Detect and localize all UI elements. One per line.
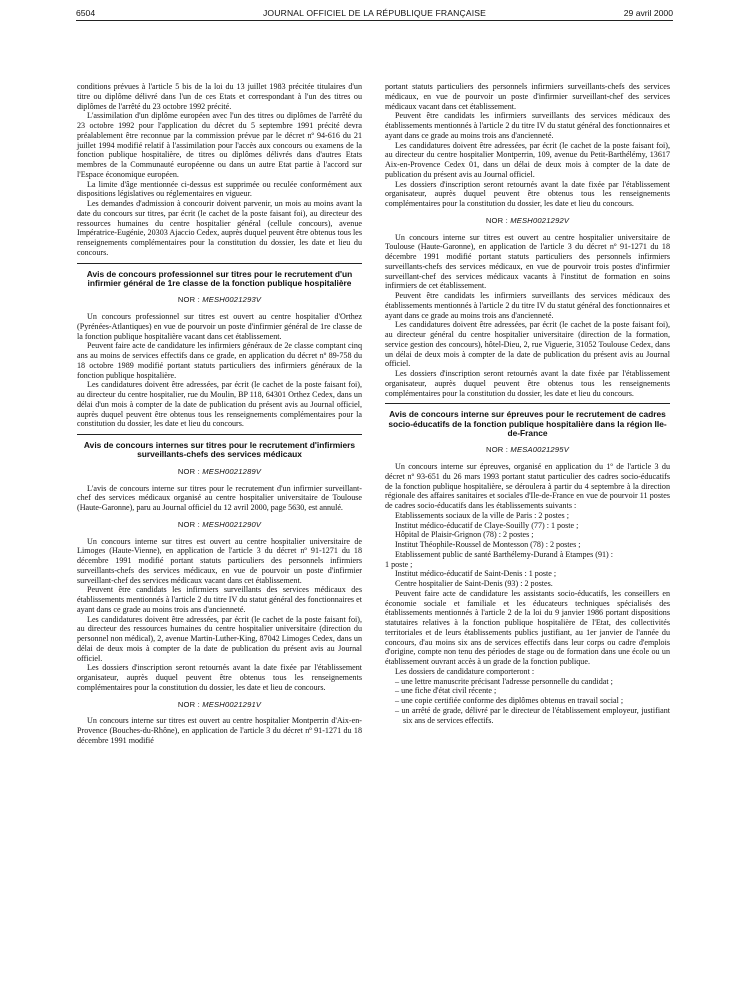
journal-title: JOURNAL OFFICIEL DE LA RÉPUBLIQUE FRANÇAISE [262,8,487,18]
paragraph: Peuvent être candidats les infirmiers surveillants des services médicaux des établissements mentionnés à l'article 2 du titre IV du statut général des fonctionnaires et ayant dans ce grade au moins trois ans d'ancienneté. [77,585,362,614]
section-separator [385,403,670,404]
right-column [385,82,670,725]
nor-reference: NOR : MESA0021295V [486,445,569,455]
paragraph: Peuvent faire acte de candidature les assistants socio-éducatifs, les conseillers en économie sociale et familiale et les éducateurs techniques spécialisés des établissements mentionnés à l'article 2 de la loi du 9 janvier 1986 portant dispositions statutaires relatives à la fonction publique hospitalière de l'Etat, des collectivités territoriales et de leurs établissements publics justifiant, au 1er janvier de l'année du concours, d'au moins six ans de services effectifs dans leur corps ou cadre d'emplois d'origine, compte non tenu des périodes de stage ou de formation dans une école ou un établissement ouvrant accès à un grade de la fonction publique. [385,588,670,667]
list-item: Centre hospitalier de Saint-Denis (93) : 2 postes. [395,579,553,589]
nor-reference: NOR : MESH0021291V [177,699,262,709]
section-separator [77,434,362,435]
list-item: Institut Théophile-Roussel de Montesson (78) : 2 postes ; [395,540,581,550]
notice-title: Avis de concours professionnel sur titres pour le recrutement d'un infirmier général de 1re classe de la fonction publique hospitalière [86,268,353,288]
paragraph: Un concours interne sur épreuves, organisé en application du 1º de l'article 3 du décret nº 93-651 du 26 mars 1993 portant statut particulier des cadres socio-éducatifs de la fonction publique hospitalière, se déroulera à partir du 4 septembre à la direction régionale des affaires sanitaires et sociales d'Ile-de-France en vue de pourvoir 11 postes de cadres socio-éducatifs dans les établissements suivants : [385,462,670,511]
list-item: Etablissements sociaux de la ville de Paris : 2 postes ; [395,510,569,520]
paragraph: Peuvent faire acte de candidature les infirmiers généraux de 2e classe comptant cinq ans au moins de services effectifs dans ce grade, en application du décret nº 89-758 du 18 octobre 1989 modifié portant statuts particuliers des infirmiers généraux de la fonction publique hospitalière. [77,341,362,380]
paragraph: Un concours interne sur titres est ouvert au centre hospitalier universitaire de Limoges (Haute-Vienne), en application de l'article 3 du décret nº 91-1271 du 18 décembre 1991 modifié portant statuts particuliers des personnels infirmiers surveillants-chefs des services médicaux, en vue de pourvoir un poste d'infirmier surveillant-chef des services médicaux vacant dans cet établissement. [77,536,362,585]
paragraph: Les dossiers d'inscription seront retournés avant la date fixée par l'établissement organisateur, auprès duquel peuvent être obtenus tous les renseignements complémentaires pour la constitution du dossier, les date et lieu du concours. [385,369,670,398]
page-number: 6504 [76,8,96,18]
paragraph: portant statuts particuliers des personnels infirmiers surveillants-chefs des services médicaux, en vue de pourvoir un poste d'infirmier surveillant-chef des services médicaux vacant dans cet établissement. [385,82,670,111]
notice-title: Avis de concours interne sur épreuves pour le recrutement de cadres socio-éducatifs de la fonction publique hospitalière dans la région Ile-de-France [388,409,667,439]
nor-reference: NOR : MESH0021289V [177,466,262,476]
paragraph: Un concours interne sur titres est ouvert au centre hospitalier universitaire de Toulouse (Haute-Garonne), en application de l'article 3 du décret nº 91-1271 du 18 décembre 1991 modifié portant statuts particuliers des personnels infirmiers surveillants-chefs des services médicaux, en vue de pourvoir trois postes d'infirmier surveillant-chef des services médicaux vacants à l'institut de formation en soins infirmiers de cet établissement. [385,232,670,291]
list-item: Institut médico-éducatif de Claye-Souilly (77) : 1 poste ; [395,520,579,530]
paragraph: Peuvent être candidats les infirmiers surveillants des services médicaux des établissements mentionnés à l'article 2 du titre IV du statut général des fonctionnaires et ayant dans ce grade au moins trois ans d'ancienneté. [385,111,670,140]
nor-reference: NOR : MESH0021290V [177,519,262,529]
paragraph: Les demandes d'admission à concourir doivent parvenir, un mois au moins avant la date du concours sur titres, par écrit (le cachet de la poste faisant foi), au directeur des ressources humaines du centre hospitalier général (cellule concours), avenue Impératrice-Eugénie, 20303 Ajaccio Cedex, auprès duquel peuvent être obtenus tous les renseignements complémentaires pour la constitution du dossier, les date et lieu du concours. [77,199,362,257]
list-item: – un arrêté de grade, délivré par le directeur de l'établissement employeur, justifiant six ans de services effectifs. [395,705,670,725]
paragraph: Les dossiers d'inscription seront retournés avant la date fixée par l'établissement organisateur, auprès duquel peuvent être obtenus tous les renseignements complémentaires pour la constitution du dossier, les date et lieu de concours. [77,663,362,692]
paragraph: Un concours professionnel sur titres est ouvert au centre hospitalier d'Orthez (Pyrénées-Atlantiques) en vue de pourvoir un poste d'infirmier général de 1re classe de la fonction publique hospitalière vacant dans cet établissement. [77,312,362,341]
paragraph: Un concours interne sur titres est ouvert au centre hospitalier Montperrin d'Aix-en-Provence (Bouches-du-Rhône), en application de l'article 3 du décret nº 91-1271 du 18 décembre 1991 modifié [77,716,362,745]
list-item: Etablissement public de santé Barthélemy-Durand à Etampes (91) : [395,549,614,559]
paragraph: L'avis de concours interne sur titres pour le recrutement d'un infirmier surveillant-chef des services médicaux organisé au centre hospitalier universitaire de Toulouse (Haute-Garonne), paru au Journal officiel du 12 avril 2000, page 5630, est annulé. [77,483,362,513]
paragraph: Peuvent être candidats les infirmiers surveillants des services médicaux des établissements mentionnés à l'article 2 du titre IV du statut général des fonctionnaires et ayant dans ce grade au moins trois ans d'ancienneté. [385,291,670,320]
list-item-continuation: 1 poste ; [385,559,413,569]
paragraph: Les dossiers de candidature comporteront : [395,666,535,676]
paragraph: Les candidatures doivent être adressées, par écrit (le cachet de la poste faisant foi), au directeur du centre hospitalier, rue du Moulin, BP 118, 64301 Orthez Cedex, dans un délai d'un mois à compter de la date de publication du présent avis au Journal officiel, auprès duquel peuvent être obtenus tous les renseignements complémentaires pour la constitution du dossier, les date et lieu du concours. [77,380,362,429]
nor-reference: NOR : MESH0021293V [177,295,262,305]
paragraph: Les candidatures doivent être adressées, par écrit (le cachet de la poste faisant foi), au directeur des ressources humaines du centre hospitalier universitaire (direction du personnel non médical), 2, avenue Martin-Luther-King, 87042 Limoges Cedex, dans un délai de deux mois à compter de la date de publication du présent avis au Journal officiel. [77,614,362,663]
paragraph: conditions prévues à l'article 5 bis de la loi du 13 juillet 1983 précitée titulaires d'un titre ou diplôme délivré dans l'un de ces Etats et correspondant à l'un des titres ou diplômes de l'arrêté du 23 octobre 1992 précité. [77,82,362,111]
paragraph: Les candidatures doivent être adressées, par écrit (le cachet de la poste faisant foi), au directeur général du centre hospitalier universitaire (direction de la formation, service gestion des concours), hôtel-Dieu, 2, rue Viguerie, 31052 Toulouse Cedex, dans un délai de deux mois à compter de la date de publication du présent avis au Journal officiel. [385,320,670,369]
nor-reference: NOR : MESH0021292V [485,215,570,225]
list-item: Hôpital de Plaisir-Grignon (78) : 2 postes ; [395,530,534,540]
list-item: – une lettre manuscrite précisant l'adresse personnelle du candidat ; [395,676,613,686]
issue-date: 29 avril 2000 [623,8,673,18]
list-item: – une copie certifiée conforme des diplômes obtenus en travail social ; [395,696,624,706]
notice-title: Avis de concours internes sur titres pour le recrutement d'infirmiers surveillants-chefs des services médicaux [83,440,356,460]
section-separator [77,263,362,264]
list-item: – une fiche d'état civil récente ; [395,686,497,696]
paragraph: La limite d'âge mentionnée ci-dessus est supprimée ou reculée conformément aux dispositions législatives ou réglementaires en vigueur. [77,179,362,199]
paragraph: Les candidatures doivent être adressées, par écrit (le cachet de la poste faisant foi), au directeur du centre hospitalier Montperrin, 109, avenue du Petit-Barthélémy, 13617 Aix-en-Provence Cedex 01, dans un délai de deux mois à compter de la date de publication du présent avis au Journal officiel. [385,140,670,179]
paragraph: L'assimilation d'un diplôme européen avec l'un des titres ou diplômes de l'arrêté du 23 octobre 1992 pour l'application du décret du 5 septembre 1991 précité devra préalablement être reconnue par la commission prévue par le décret nº 94-616 du 21 juillet 1994 modifié relatif à l'assimilation pour l'accès aux concours ou examens de la fonction publique hospitalière, de titres ou diplômes délivrés dans d'autres Etats membres de la Communauté européenne ou dans un autre Etat partie à l'accord sur l'Espace économique européen. [77,111,362,179]
paragraph: Les dossiers d'inscription seront retournés avant la date fixée par l'établissement organisateur, auprès duquel peuvent être obtenus tous les renseignements complémentaires pour la constitution du dossier, les date et lieu du concours. [385,179,670,208]
header-rule [76,20,673,21]
list-item: Institut médico-éducatif de Saint-Denis : 1 poste ; [395,569,557,579]
left-column [77,82,362,746]
